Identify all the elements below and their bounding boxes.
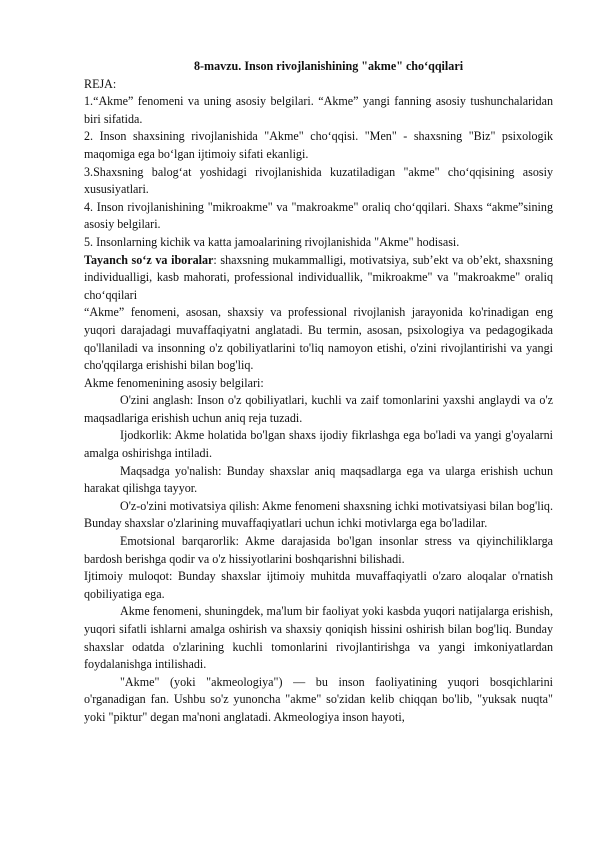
body-paragraph: "Akme" (yoki "akmeologiya") — bu inson faoliyatining yuqori bosqichlarini o'rganadigan fan. Ushbu so'z yunoncha "akme" so'zidan kelib chiqqan bo'lib, "yuksak nuqta" yoki "piktur" degan ma'noni anglatadi. Akmeologiya inson hayoti, xyxy=(84,674,553,724)
feature-item: O'z-o'zini motivatsiya qilish: Akme fenomeni shaxsning ichki motivatsiyasi bilan bog'liq. Bunday shaxslar o'zlarining muvaffaqiyatlari uchun ichki motivlarga ega bo'ladilar. xyxy=(84,498,553,531)
plan-item: 1.“Akme” fenomeni va uning asosiy belgilari. “Akme” yangi fanning asosiy tushunchalaridan biri sifatida. xyxy=(84,94,553,126)
intro-paragraph: “Akme” fenomeni, asosan, shaxsiy va professional rivojlanish jarayonida ko'rinadigan eng yuqori darajadagi muvaffaqiyatni anglatadi. Bu termin, asosan, psixologiya va pedagogikada qo'llaniladi va insonning o'z qobiliyatlarini to'liq namoyon etishi, o'zini rivojlantirishi va yangi cho'qqilarga erishishi bilan bog'liq. xyxy=(84,305,553,373)
keywords-text: : shaxsning mukammalligi, motivatsiya, sub’ekt va ob’ekt, shaxsning individualligi, kasb mahorati, professional individuallik, "mikroakme" va "makroakme" oraliq cho‘qqilari xyxy=(84,252,553,302)
keywords-label: Tayanch so‘z va iboralar xyxy=(84,252,214,267)
plan-heading: REJA: xyxy=(84,76,117,91)
body-paragraph: Akme fenomeni, shuningdek, ma'lum bir faoliyat yoki kasbda yuqori natijalarga erishish, yuqori sifatli ishlarni amalga oshirish va shaxsiy qoniqish hissini oshirish bilan bog'liq. Bunday shaxslar odatda o'zlarining kuchli tomonlarini rivojlantirishga va yangi imkoniyatlardan foydalanishga intilishadi. xyxy=(84,604,553,672)
features-heading: Akme fenomenining asosiy belgilari: xyxy=(84,375,264,390)
plan-item: 4. Inson rivojlanishining "mikroakme" va "makroakme" oraliq cho‘qqilari. Shaxs “akme”sining asosiy belgilari. xyxy=(84,199,553,232)
social-paragraph: Ijtimoiy muloqot: Bunday shaxslar ijtimoiy muhitda muvaffaqiyatli o'zaro aloqalar o'rnatish qobiliyatiga ega. xyxy=(84,569,553,601)
document-page xyxy=(84,58,553,727)
page-title: 8-mavzu. Inson rivojlanishining "akme" cho‘qqilari xyxy=(193,59,464,73)
feature-item: Ijodkorlik: Akme holatida bo'lgan shaxs ijodiy fikrlashga ega bo'ladi va yangi g'oyalarni amalga oshirishga intiladi. xyxy=(84,428,553,461)
keywords-paragraph xyxy=(84,252,553,305)
feature-item: Emotsional barqarorlik: Akme darajasida bo'lgan insonlar stress va qiyinchiliklarga bardosh berishga qodir va o'z hissiyotlarini boshqarishni bilishadi. xyxy=(84,534,553,566)
plan-item: 3.Shaxsning balog‘at yoshidagi rivojlanishida kuzatiladigan "akme" cho‘qqisining asosiy xususiyatlari. xyxy=(84,164,553,197)
plan-item: 2. Inson shaxsining rivojlanishida "Akme" cho‘qqisi. "Men" - shaxsning "Biz" psixologik maqomiga ega bo‘lgan ijtimoiy sifati ekanligi. xyxy=(84,129,553,161)
feature-item: O'zini anglash: Inson o'z qobiliyatlari, kuchli va zaif tomonlarini yaxshi anglaydi va o'z maqsadlariga erishish uchun aniq reja tuzadi. xyxy=(84,393,553,425)
plan-item: 5. Insonlarning kichik va katta jamoalarining rivojlanishida "Akme" hodisasi. xyxy=(84,234,460,249)
feature-item: Maqsadga yo'nalish: Bunday shaxslar aniq maqsadlarga ega va ularga erishish uchun harakat qilishga tayyor. xyxy=(84,463,553,496)
